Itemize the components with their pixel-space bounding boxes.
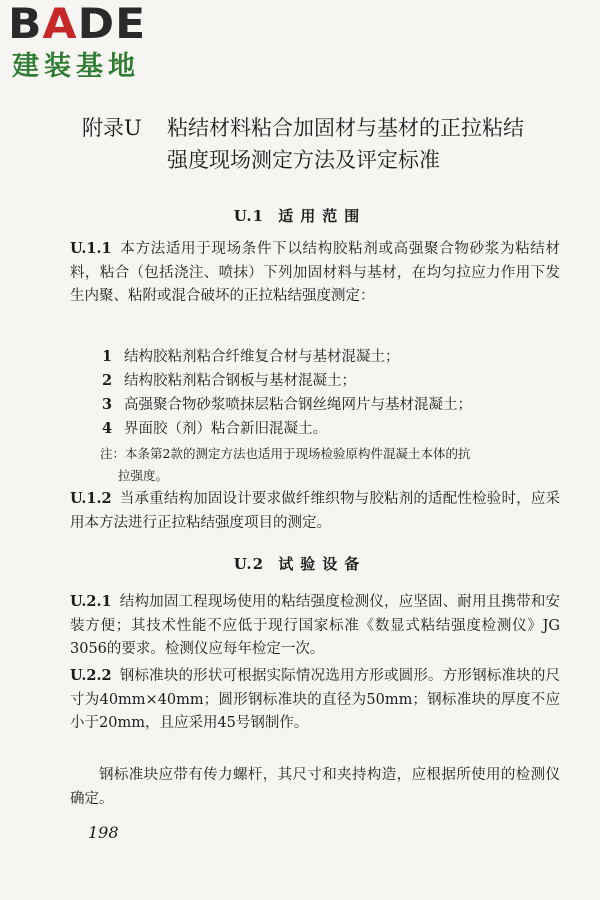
clause-u222-continuation: 钢标准块应带有传力螺杆，其尺寸和夹持构造，应根据所使用的检测仪确定。 — [70, 767, 560, 807]
clause-number: U.1.2 — [70, 490, 112, 507]
list-item — [102, 369, 562, 393]
clause-u111 — [70, 237, 560, 309]
list-item-number: 1 — [102, 348, 113, 365]
list-item-text: 结构胶粘剂粘合纤维复合材与基材混凝土； — [124, 349, 400, 365]
note-line2: 拉强度。 — [118, 468, 169, 483]
section-title: 试验设备 — [278, 555, 367, 573]
list-item-number: 3 — [102, 396, 113, 413]
section-heading-u2 — [0, 553, 600, 574]
clause-number: U.1.1 — [70, 240, 112, 257]
list-item-number: 4 — [102, 420, 113, 437]
clause-u221 — [70, 590, 560, 662]
clause-text: 当承重结构加固设计要求做纤维织物与胶粘剂的适配性检验时，应采用本方法进行正拉粘结强度项目的测定。 — [70, 491, 560, 531]
list-item-text: 高强聚合物砂浆喷抹层粘合钢丝绳网片与基材混凝土； — [124, 397, 472, 413]
appendix-title-line1: 粘结材料粘合加固材与基材的正拉粘结 — [167, 116, 524, 140]
list-item-number: 2 — [102, 372, 113, 389]
appendix-title-line2: 强度现场测定方法及评定标准 — [167, 148, 440, 172]
appendix-label: 附录U — [82, 116, 142, 140]
logo-subtitle: 建装基地 — [12, 51, 140, 82]
list-item — [102, 393, 562, 417]
list-item — [102, 345, 562, 369]
section-number: U.1 — [233, 207, 265, 225]
note — [100, 443, 562, 487]
clause-number: U.2.2 — [70, 667, 112, 684]
clause-u112 — [70, 487, 560, 535]
bade-logo — [8, 0, 178, 82]
clause-number: U.2.1 — [70, 593, 112, 610]
note-line1: 注：本条第2款的测定方法也适用于现场检验原构件混凝土本体的抗 — [100, 446, 471, 461]
clause-u222 — [70, 664, 560, 736]
list-item-text: 界面胶（剂）粘合新旧混凝土。 — [124, 421, 327, 437]
section-heading-u1 — [0, 205, 600, 226]
appendix-title — [82, 112, 582, 176]
list-item — [102, 417, 562, 441]
clause-text: 本方法适用于现场条件下以结构胶粘剂或高强聚合物砂浆为粘结材料，粘合（包括浇注、喷抹）下列加固材料与基材，在均匀拉应力作用下发生内聚、粘附或混合破坏的正拉粘结强度测定： — [70, 241, 560, 304]
page-number: 198 — [88, 823, 119, 842]
section-title: 适用范围 — [278, 207, 367, 225]
logo-wordmark: BADE — [8, 0, 147, 49]
clause-text: 钢标准块的形状可根据实际情况选用方形或圆形。方形钢标准块的尺寸为40mm×40mm；圆形钢标准块的直径为50mm；钢标准块的厚度不应小于20mm，且应采用45号钢制作。 — [70, 668, 560, 731]
clause-text: 结构加固工程现场使用的粘结强度检测仪，应坚固、耐用且携带和安装方便；其技术性能不应低于现行国家标准《数显式粘结强度检测仪》JG 3056的要求。检测仪应每年检定一次。 — [70, 594, 560, 657]
section-number: U.2 — [233, 555, 265, 573]
list-item-text: 结构胶粘剂粘合钢板与基材混凝土； — [124, 373, 356, 389]
